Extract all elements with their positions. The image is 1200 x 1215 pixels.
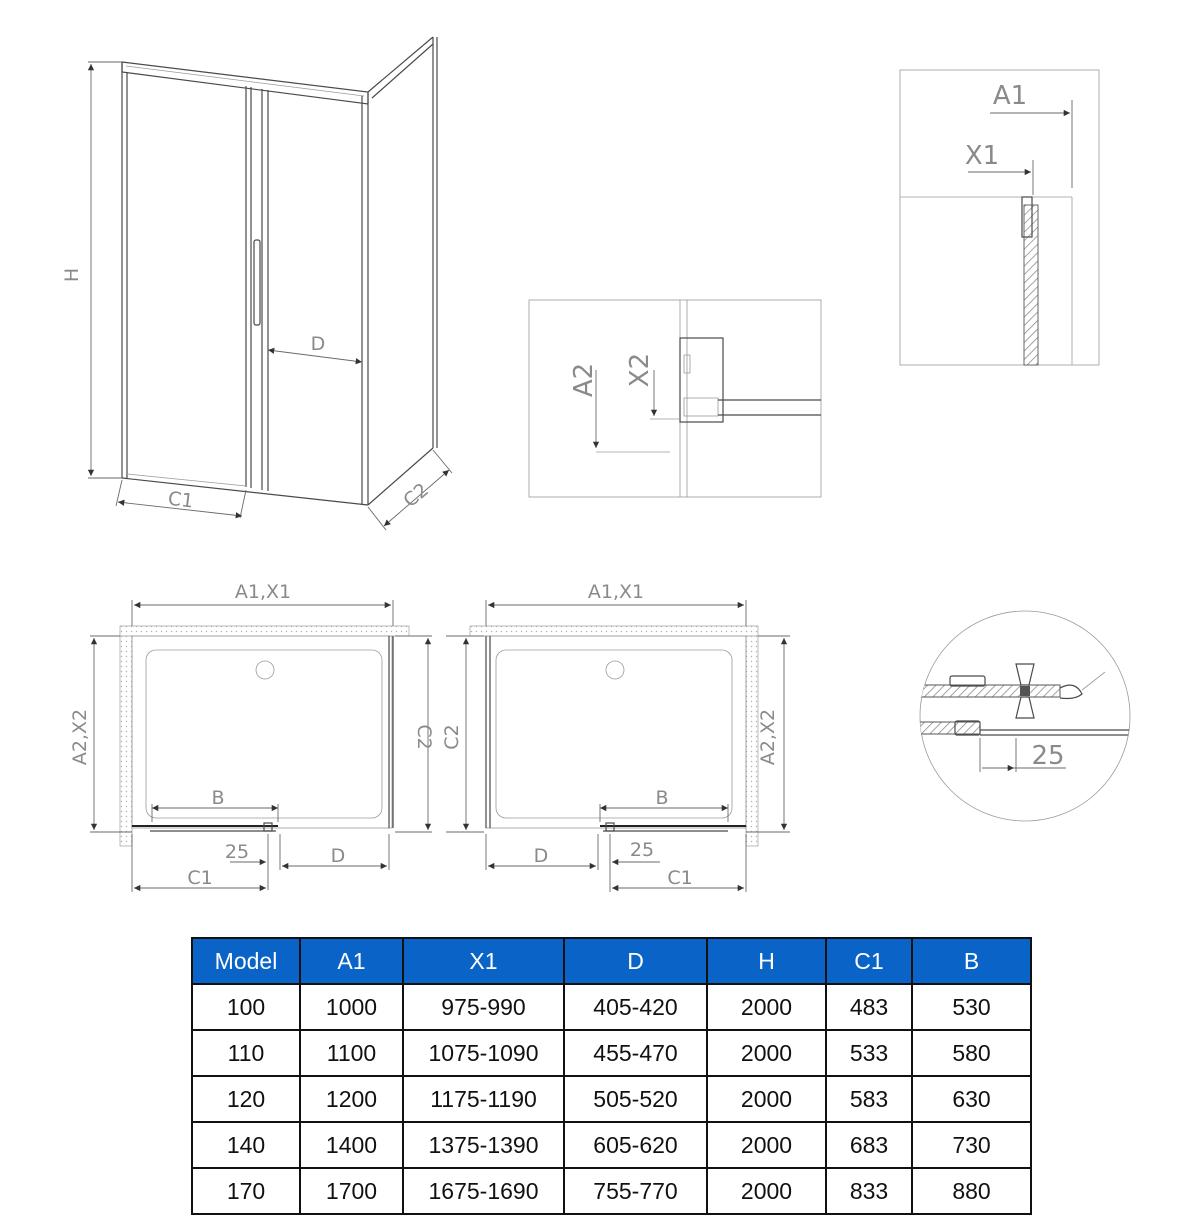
table-row [192,1122,1031,1168]
perspective-view [61,37,452,530]
header-d: D [564,938,707,984]
table-cell: 2000 [707,1030,826,1076]
table-cell: 580 [912,1030,1031,1076]
label-d-left: D [330,845,346,867]
label-b-left: B [211,787,225,809]
label-c1-left: C1 [187,867,213,889]
label-c2-plan-left: C2 [413,724,435,750]
table-cell: 975-990 [403,984,564,1030]
table-cell: 1175-1190 [403,1076,564,1122]
label-c2-plan-right: C2 [441,724,463,750]
table-cell: 1100 [300,1030,403,1076]
table-cell: 755-770 [564,1168,707,1214]
label-a1-detail: A1 [992,81,1028,111]
table-cell: 455-470 [564,1030,707,1076]
label-a2-detail: A2 [569,362,599,398]
spec-table [191,937,1032,1215]
table-cell: 1000 [300,984,403,1030]
table-cell: 630 [912,1076,1031,1122]
table-cell: 530 [912,984,1031,1030]
header-h: H [707,938,826,984]
table-cell: 483 [826,984,912,1030]
table-cell: 2000 [707,984,826,1030]
table-cell: 505-520 [564,1076,707,1122]
table-row [192,1168,1031,1214]
table-cell: 683 [826,1122,912,1168]
table-cell: 100 [192,984,300,1030]
table-cell: 2000 [707,1168,826,1214]
plan-view-left [69,581,435,892]
table-row [192,1076,1031,1122]
label-x2-detail: X2 [625,352,655,388]
table-cell: 1200 [300,1076,403,1122]
label-a1x1-left: A1,X1 [234,581,292,603]
label-c2-perspective: C2 [399,478,433,512]
table-cell: 405-420 [564,984,707,1030]
table-cell: 880 [912,1168,1031,1214]
table-cell: 1400 [300,1122,403,1168]
table-header-row [192,938,1031,984]
table-cell: 833 [826,1168,912,1214]
detail-a1-x1 [900,70,1099,365]
label-a2x2-right: A2,X2 [757,708,779,766]
table-cell: 583 [826,1076,912,1122]
table-cell: 120 [192,1076,300,1122]
table-cell: 605-620 [564,1122,707,1168]
label-gap-detail: 25 [1031,741,1065,771]
label-a1x1-right: A1,X1 [587,581,645,603]
label-gap-right: 25 [629,839,655,861]
table-cell: 110 [192,1030,300,1076]
label-d-right: D [533,845,549,867]
table-cell: 170 [192,1168,300,1214]
label-a2x2-left: A2,X2 [69,708,91,766]
header-model: Model [192,938,300,984]
label-c1-right: C1 [667,867,693,889]
table-cell: 1075-1090 [403,1030,564,1076]
table-cell: 533 [826,1030,912,1076]
label-x1-detail: X1 [964,141,1000,171]
table-cell: 730 [912,1122,1031,1168]
header-c1: C1 [826,938,912,984]
label-door-d: D [310,333,326,355]
table-cell: 140 [192,1122,300,1168]
label-b-right: B [655,787,669,809]
table-row [192,984,1031,1030]
label-gap-left: 25 [224,841,250,863]
plan-view-right [441,581,790,892]
roller-detail [920,611,1130,821]
table-cell: 1675-1690 [403,1168,564,1214]
table-cell: 2000 [707,1076,826,1122]
label-height: H [61,267,83,283]
table-cell: 1375-1390 [403,1122,564,1168]
table-cell: 2000 [707,1122,826,1168]
header-b: B [912,938,1031,984]
table-cell: 1700 [300,1168,403,1214]
header-x1: X1 [403,938,564,984]
header-a1: A1 [300,938,403,984]
detail-a2-x2 [529,300,821,497]
table-row [192,1030,1031,1076]
label-c1-perspective: C1 [166,487,195,513]
